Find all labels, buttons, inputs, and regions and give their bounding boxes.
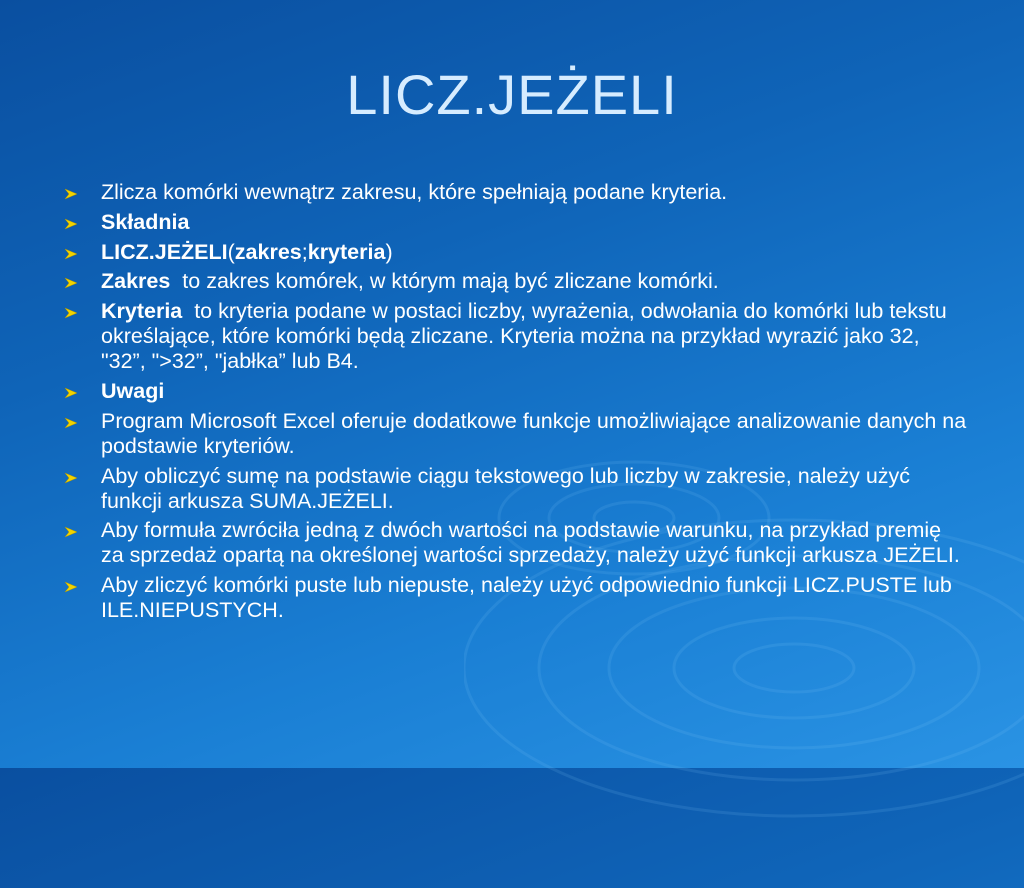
slide-title: LICZ.JEŻELI — [346, 63, 678, 126]
bullet-text: Aby obliczyć sumę na podstawie ciągu tekstowego lub liczby w zakresie, należy użyć funkcji arkusza SUMA.JEŻELI. — [101, 463, 911, 513]
argument-range: zakres — [234, 239, 302, 264]
list-item — [64, 379, 969, 404]
arrowhead-bullet-icon — [64, 277, 78, 289]
arrowhead-bullet-icon — [64, 387, 78, 399]
list-item — [64, 210, 969, 235]
syntax-heading: Składnia — [101, 209, 190, 234]
bullet-text: Aby zliczyć komórki puste lub niepuste, należy użyć odpowiednio funkcji LICZ.PUSTE lub ILE.NIEPUSTYCH. — [101, 573, 952, 623]
list-item — [64, 573, 969, 623]
argument-separator: ; — [301, 239, 308, 264]
list-item — [64, 409, 969, 459]
term-label: Kryteria — [101, 299, 183, 324]
arrowhead-bullet-icon — [64, 307, 78, 319]
arrowhead-bullet-icon — [64, 472, 78, 484]
bullet-text: Zlicza komórki wewnątrz zakresu, które spełniają podane kryteria. — [101, 180, 728, 204]
term-label: Zakres — [101, 269, 171, 294]
list-item — [64, 518, 969, 568]
arrowhead-bullet-icon — [64, 188, 78, 200]
bullet-text: Aby formuła zwróciła jedną z dwóch wartości na podstawie warunku, na przykład premię za sprzedaż opartą na określonej wartości sprzedaży, należy użyć funkcji arkusza JEŻELI. — [101, 518, 960, 568]
list-item — [64, 299, 969, 374]
notes-heading: Uwagi — [101, 378, 165, 403]
bullet-text: to zakres komórek, w którym mają być zliczane komórki. — [170, 269, 719, 294]
arrowhead-bullet-icon — [64, 218, 78, 230]
open-paren: ( — [227, 239, 235, 264]
bullet-list — [64, 180, 969, 628]
list-item — [64, 180, 969, 205]
function-name: LICZ.JEŻELI — [101, 239, 228, 264]
list-item — [64, 464, 969, 514]
argument-criteria: kryteria — [307, 239, 386, 264]
arrowhead-bullet-icon — [64, 248, 78, 260]
bullet-text: to kryteria podane w postaci liczby, wyrażenia, odwołania do komórki lub tekstu określające, które komórki będą zliczane. Kryteria można na przykład wyrazić jako 32, "32”, ">32”, "jabłka” lub B4. — [101, 299, 953, 374]
arrowhead-bullet-icon — [64, 581, 78, 593]
arrowhead-bullet-icon — [64, 417, 78, 429]
close-paren: ) — [385, 239, 393, 264]
bullet-text: Program Microsoft Excel oferuje dodatkowe funkcje umożliwiające analizowanie danych na podstawie kryteriów. — [101, 408, 967, 458]
list-item — [64, 240, 969, 265]
list-item — [64, 269, 969, 294]
arrowhead-bullet-icon — [64, 526, 78, 538]
